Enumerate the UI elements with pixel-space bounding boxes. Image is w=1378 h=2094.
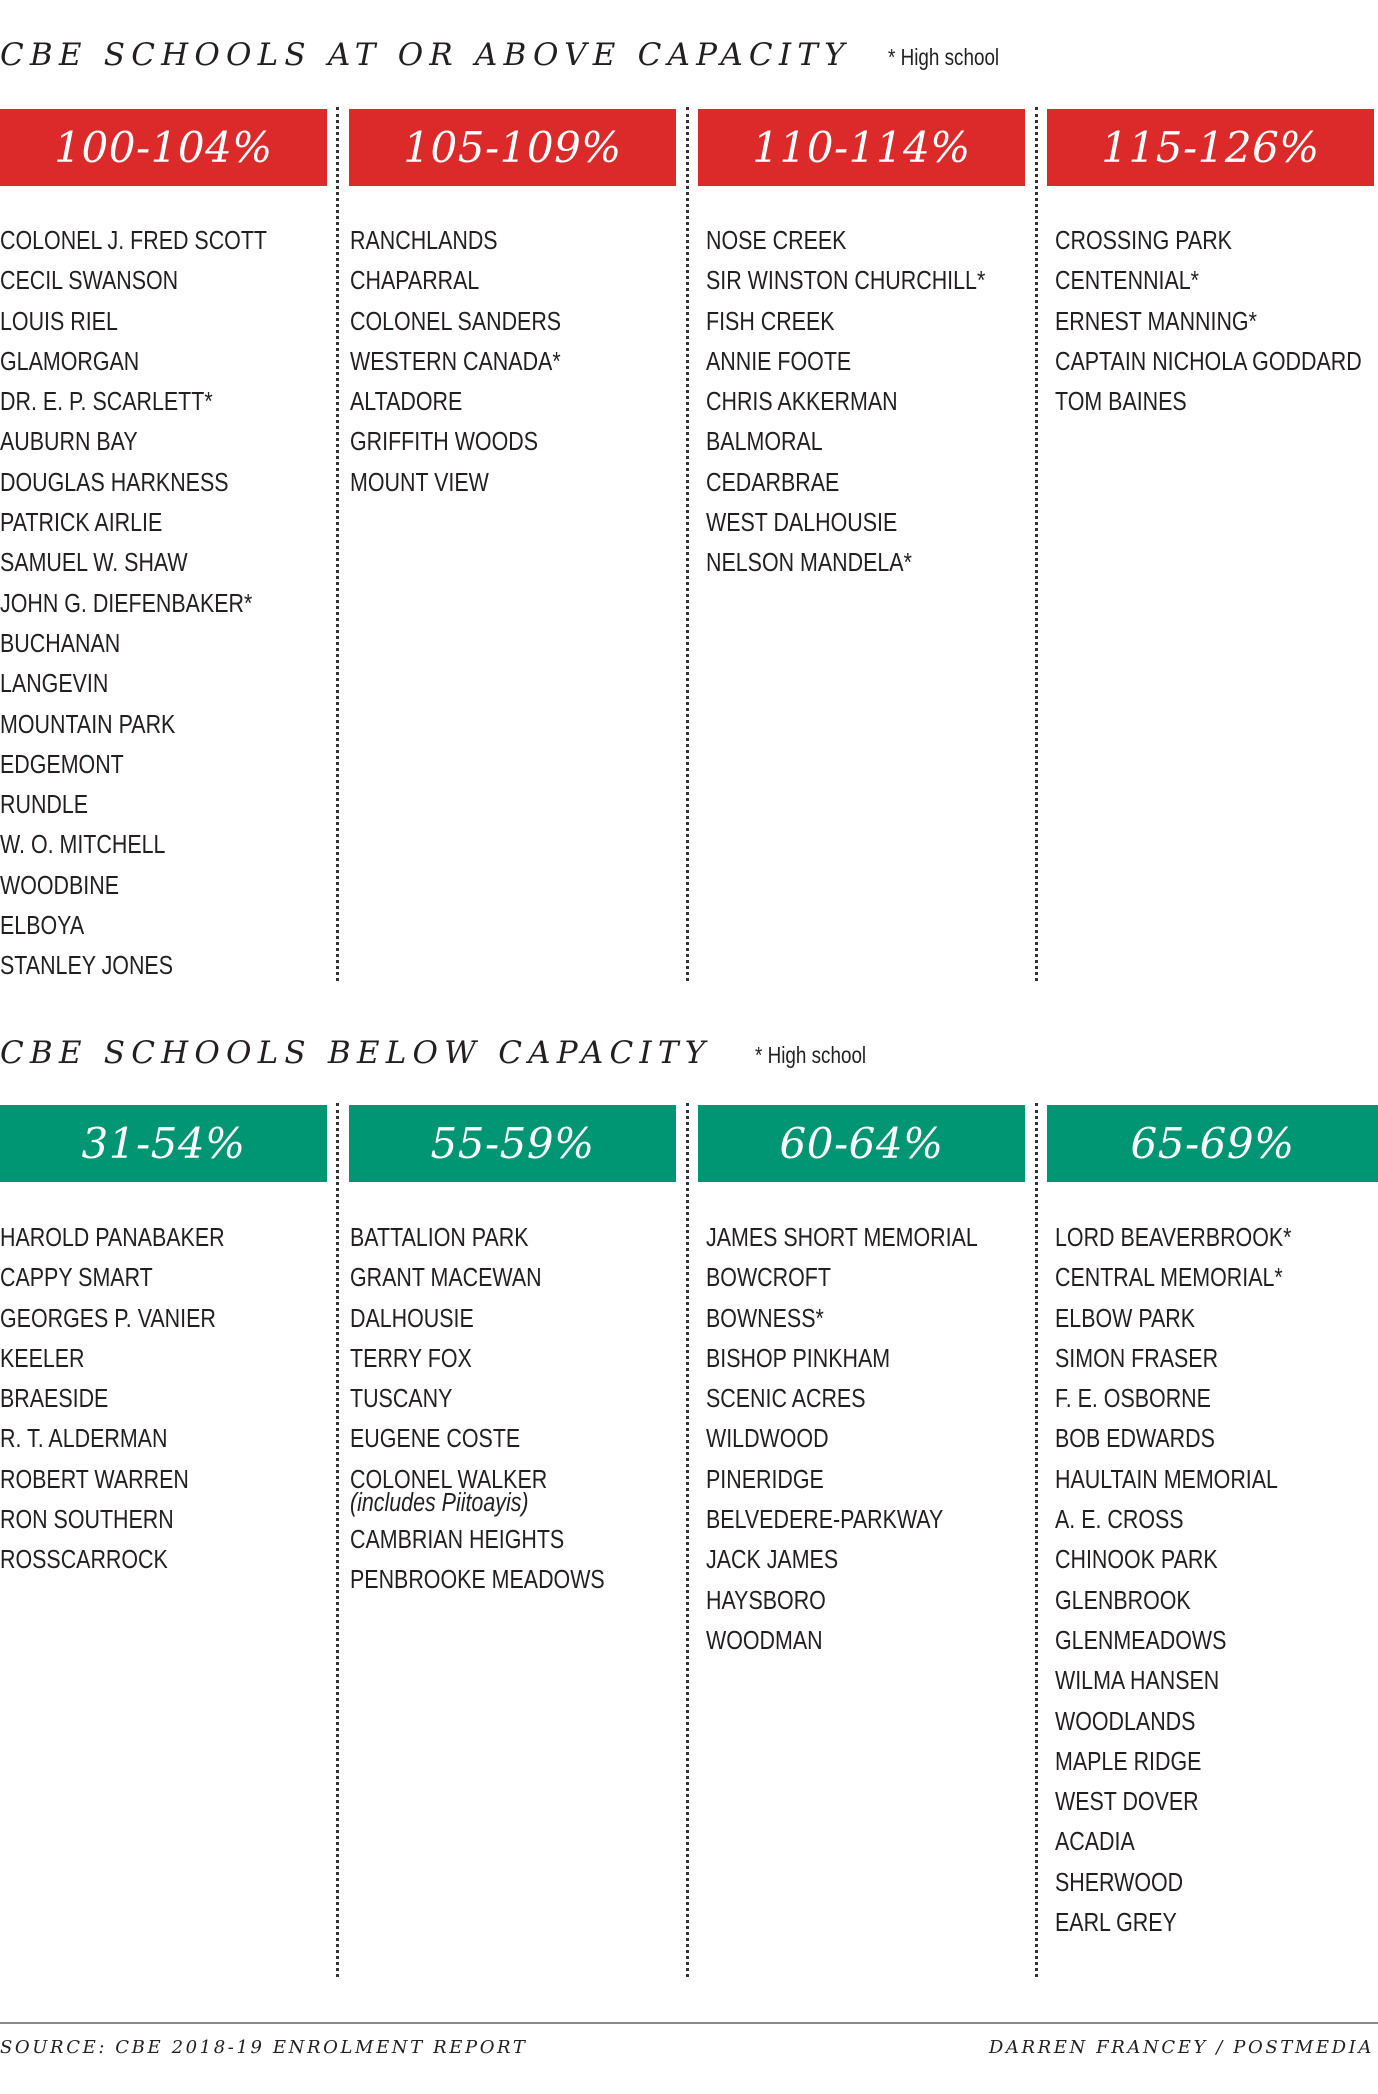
list-item: LANGEVIN (0, 670, 109, 699)
range-header-60-64: 60-64% (698, 1105, 1025, 1182)
list-item: R. T. ALDERMAN (0, 1425, 168, 1454)
list-item: GRANT MACEWAN (350, 1264, 542, 1293)
list-item: NOSE CREEK (706, 227, 847, 255)
list-item: LORD BEAVERBROOK* (1055, 1224, 1292, 1252)
list-item: CHINOOK PARK (1055, 1546, 1218, 1575)
list-item: SCENIC ACRES (706, 1385, 866, 1414)
list-item: HAROLD PANABAKER (0, 1224, 225, 1252)
list-item: WOODLANDS (1055, 1707, 1196, 1736)
list-item: DOUGLAS HARKNESS (0, 468, 229, 497)
range-header-65-69: 65-69% (1047, 1105, 1378, 1182)
column-divider (1035, 1103, 1038, 1977)
list-item: WEST DALHOUSIE (706, 509, 898, 538)
school-list-65-69 (1055, 1218, 1337, 1943)
list-item: GLENBROOK (1055, 1586, 1191, 1615)
list-item: PATRICK AIRLIE (0, 509, 163, 538)
list-item: FISH CREEK (706, 307, 835, 336)
source-credit: SOURCE: CBE 2018-19 ENROLMENT REPORT (0, 2037, 528, 2058)
list-item: WILMA HANSEN (1055, 1667, 1220, 1696)
list-item: TOM BAINES (1055, 388, 1187, 417)
list-item: EARL GREY (1055, 1909, 1177, 1938)
list-item: DALHOUSIE (350, 1304, 474, 1333)
range-header-105-109: 105-109% (349, 109, 676, 186)
list-item: JACK JAMES (706, 1546, 839, 1575)
list-item: HAULTAIN MEMORIAL (1055, 1465, 1278, 1494)
range-header-110-114: 110-114% (698, 109, 1025, 186)
school-subnote: (includes Piitoayis) (350, 1489, 529, 1518)
list-item: ELBOYA (0, 912, 85, 941)
range-header-55-59: 55-59% (349, 1105, 676, 1182)
list-item: CAMBRIAN HEIGHTS (350, 1526, 565, 1555)
list-item: COLONEL J. FRED SCOTT (0, 227, 267, 255)
list-item: HAYSBORO (706, 1586, 826, 1615)
school-list-115-126 (1055, 221, 1378, 422)
list-item: BELVEDERE-PARKWAY (706, 1506, 944, 1535)
list-item: CHRIS AKKERMAN (706, 388, 898, 417)
list-item: CROSSING PARK (1055, 227, 1232, 255)
list-item: GEORGES P. VANIER (0, 1304, 216, 1333)
list-item: WOODMAN (706, 1626, 823, 1655)
list-item: GLAMORGAN (0, 347, 140, 376)
list-item (350, 1460, 605, 1516)
list-item: WILDWOOD (706, 1425, 829, 1454)
author-credit: DARREN FRANCEY / POSTMEDIA (988, 2037, 1374, 2058)
high-school-note: * High school (888, 44, 1000, 70)
list-item: CECIL SWANSON (0, 267, 179, 296)
list-item: GLENMEADOWS (1055, 1626, 1227, 1655)
list-item: LOUIS RIEL (0, 307, 118, 336)
list-item: ELBOW PARK (1055, 1304, 1196, 1333)
school-list-110-114 (706, 221, 1038, 584)
list-item: BOB EDWARDS (1055, 1425, 1215, 1454)
list-item: ANNIE FOOTE (706, 347, 852, 376)
list-item: BOWCROFT (706, 1264, 831, 1293)
list-item: RON SOUTHERN (0, 1506, 174, 1535)
list-item: BISHOP PINKHAM (706, 1344, 891, 1373)
list-item: AUBURN BAY (0, 428, 138, 457)
school-name: COLONEL WALKER (350, 1465, 548, 1494)
list-item: TUSCANY (350, 1385, 453, 1414)
list-item: CENTRAL MEMORIAL* (1055, 1264, 1283, 1293)
list-item: A. E. CROSS (1055, 1506, 1184, 1535)
high-school-note: * High school (755, 1042, 867, 1068)
column-divider (686, 1103, 689, 1977)
school-list-105-109 (350, 221, 601, 503)
list-item: CAPPY SMART (0, 1264, 153, 1293)
column-divider (336, 107, 339, 981)
list-item: ALTADORE (350, 388, 463, 417)
list-item: WEST DOVER (1055, 1788, 1199, 1817)
list-item: TERRY FOX (350, 1344, 472, 1373)
list-item: STANLEY JONES (0, 952, 174, 981)
list-item: BATTALION PARK (350, 1224, 529, 1252)
school-list-60-64 (706, 1218, 1030, 1661)
list-item: PINERIDGE (706, 1465, 824, 1494)
list-item: F. E. OSBORNE (1055, 1385, 1211, 1414)
list-item: DR. E. P. SCARLETT* (0, 388, 213, 417)
list-item: EDGEMONT (0, 750, 124, 779)
list-item: CAPTAIN NICHOLA GODDARD (1055, 347, 1362, 376)
list-item: KEELER (0, 1344, 85, 1373)
list-item: MOUNTAIN PARK (0, 710, 176, 739)
list-item: SAMUEL W. SHAW (0, 549, 188, 578)
list-item: CENTENNIAL* (1055, 267, 1200, 296)
list-item: JAMES SHORT MEMORIAL (706, 1224, 978, 1252)
list-item: NELSON MANDELA* (706, 549, 912, 578)
list-item: WOODBINE (0, 871, 120, 900)
list-item: JOHN G. DIEFENBAKER* (0, 589, 253, 618)
school-list-31-54 (0, 1218, 267, 1581)
list-item: GRIFFITH WOODS (350, 428, 539, 457)
list-item: WESTERN CANADA* (350, 347, 561, 376)
list-item: ROSSCARROCK (0, 1546, 168, 1575)
range-header-100-104: 100-104% (0, 109, 327, 186)
list-item: MAPLE RIDGE (1055, 1747, 1202, 1776)
list-item: ERNEST MANNING* (1055, 307, 1257, 336)
list-item: SHERWOOD (1055, 1868, 1184, 1897)
column-divider (336, 1103, 339, 1977)
list-item: BRAESIDE (0, 1385, 109, 1414)
list-item: RANCHLANDS (350, 227, 498, 255)
list-item: SIMON FRASER (1055, 1344, 1219, 1373)
range-header-31-54: 31-54% (0, 1105, 327, 1182)
list-item: CHAPARRAL (350, 267, 480, 296)
list-item: MOUNT VIEW (350, 468, 489, 497)
list-item: BUCHANAN (0, 629, 121, 658)
list-item: COLONEL SANDERS (350, 307, 562, 336)
list-item: RUNDLE (0, 791, 89, 820)
list-item: PENBROOKE MEADOWS (350, 1566, 605, 1595)
footer-divider (0, 2022, 1378, 2024)
list-item: CEDARBRAE (706, 468, 840, 497)
list-item: W. O. MITCHELL (0, 831, 166, 860)
list-item: ACADIA (1055, 1828, 1135, 1857)
list-item: EUGENE COSTE (350, 1425, 521, 1454)
list-item: BALMORAL (706, 428, 823, 457)
list-item: BOWNESS* (706, 1304, 824, 1333)
column-divider (686, 107, 689, 981)
range-header-115-126: 115-126% (1047, 109, 1374, 186)
school-list-55-59 (350, 1218, 653, 1601)
list-item: SIR WINSTON CHURCHILL* (706, 267, 986, 296)
below-capacity-title: CBE SCHOOLS BELOW CAPACITY (0, 1035, 712, 1071)
above-capacity-title: CBE SCHOOLS AT OR ABOVE CAPACITY (0, 37, 851, 73)
school-list-100-104 (0, 221, 318, 987)
list-item: ROBERT WARREN (0, 1465, 189, 1494)
